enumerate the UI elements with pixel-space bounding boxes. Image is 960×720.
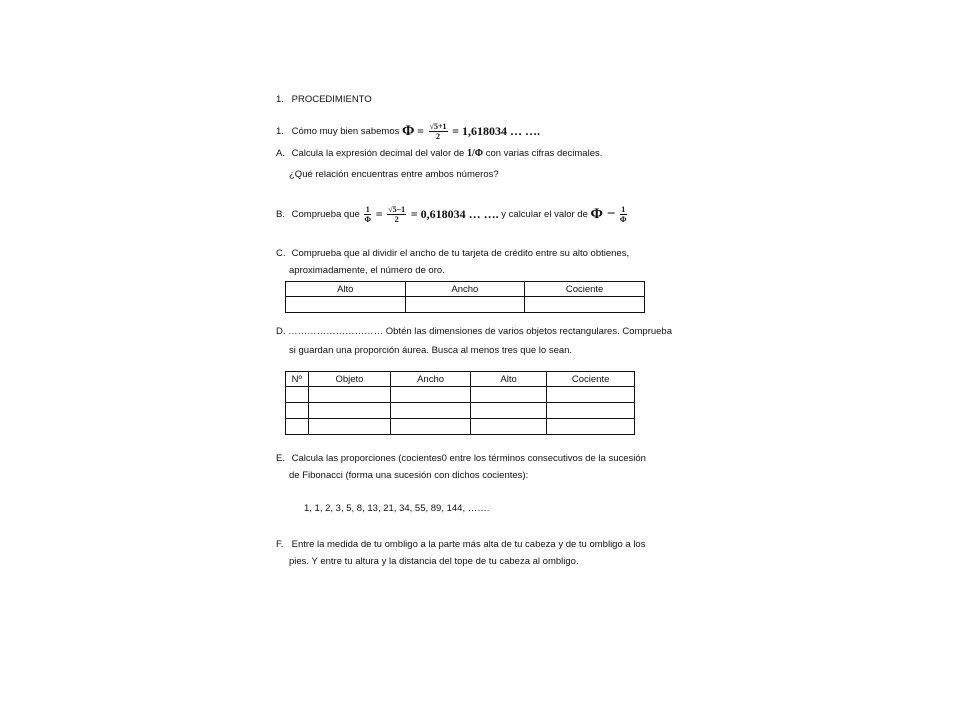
item-e-text-1: Calcula las proporciones (cocientes0 entre los términos consecutivos de la sucesión — [291, 453, 646, 464]
table-cell[interactable] — [308, 419, 391, 435]
item-f-text-1: Entre la medida de tu ombligo a la parte más alta de tu cabeza y de tu ombligo a los — [291, 539, 646, 550]
table-cell[interactable] — [308, 403, 391, 419]
credit-card-table — [285, 281, 645, 313]
table-header-row — [286, 282, 645, 297]
table-cell[interactable] — [286, 403, 309, 419]
equals-sign: = — [417, 124, 424, 138]
item-c-line-1 — [276, 248, 629, 259]
fraction-numerator: 1 — [365, 205, 370, 214]
table-cell[interactable] — [286, 297, 406, 313]
item-a-text-2: con varias cifras decimales. — [485, 148, 603, 160]
table-cell[interactable] — [405, 297, 525, 313]
item-b — [276, 205, 629, 224]
header-ancho: Ancho — [405, 282, 525, 297]
item-1-text: Cómo muy bien sabemos — [291, 126, 400, 138]
phi-minus: Φ − — [590, 206, 616, 222]
golden-ratio-value: = 1,618034 … …. — [452, 124, 540, 138]
table-cell[interactable] — [308, 387, 391, 403]
table-cell[interactable] — [286, 387, 309, 403]
item-c-number: C. — [276, 248, 286, 259]
item-a-line-1 — [276, 148, 602, 159]
conjugate-fraction — [387, 205, 406, 224]
item-1-number: 1. — [276, 126, 284, 138]
table-cell[interactable] — [470, 387, 546, 403]
table-cell[interactable] — [470, 419, 546, 435]
fraction-numerator: 1 — [621, 205, 626, 214]
fibonacci-sequence: 1, 1, 2, 3, 5, 8, 13, 21, 34, 55, 89, 144, ……. — [304, 503, 490, 514]
header-cociente: Cociente — [525, 282, 645, 297]
item-f-line-1 — [276, 539, 645, 550]
conjugate-value: = 0,618034 … …. — [410, 207, 499, 221]
inverse-phi: 1/Φ — [466, 148, 484, 159]
item-b-number: B. — [276, 209, 285, 221]
item-a-text-1: Calcula la expresión decimal del valor de — [291, 148, 465, 160]
item-c-line-2: aproximadamente, el número de oro. — [289, 265, 445, 276]
objects-table — [285, 371, 635, 435]
header-number: Nº — [286, 372, 309, 387]
item-a-number: A. — [276, 148, 285, 160]
fraction-denominator: Φ — [619, 215, 627, 224]
item-d-line-2: si guardan una proporción áurea. Busca al menos tres que lo sean. — [289, 345, 573, 356]
table-cell[interactable] — [547, 403, 635, 419]
header-alto: Alto — [286, 282, 406, 297]
item-e-line-2: de Fibonacci (forma una sucesión con dichos cocientes): — [289, 470, 529, 481]
fraction-denominator: Φ — [364, 215, 372, 224]
equals-sign: = — [375, 207, 383, 221]
item-f-number: F. — [276, 539, 284, 550]
phi-symbol: Φ — [402, 123, 415, 139]
table-cell[interactable] — [525, 297, 645, 313]
table-cell[interactable] — [470, 403, 546, 419]
item-e-line-1 — [276, 453, 646, 464]
table-cell[interactable] — [391, 403, 471, 419]
table-cell[interactable] — [391, 387, 471, 403]
item-a-line-2: ¿Qué relación encuentras entre ambos números? — [289, 169, 499, 180]
section-heading — [276, 94, 372, 105]
heading-text: PROCEDIMIENTO — [291, 94, 372, 105]
item-f-line-2: pies. Y entre tu altura y la distancia del tope de tu cabeza al ombligo. — [289, 556, 579, 567]
fraction-denominator: 2 — [394, 215, 399, 224]
one-over-phi-fraction — [364, 205, 371, 224]
item-b-text-1: Comprueba que — [291, 209, 360, 221]
header-ancho: Ancho — [391, 372, 471, 387]
header-cociente: Cociente — [547, 372, 635, 387]
item-c-text-1: Comprueba que al dividir el ancho de tu tarjeta de crédito entre su alto obtienes, — [291, 248, 630, 259]
item-d-line-1: D. ………………………… Obtén las dimensiones de varios objetos rectangulares. Comprueba — [276, 326, 672, 337]
table-cell[interactable] — [547, 387, 635, 403]
fraction-numerator: √5+1 — [429, 122, 447, 131]
table-row — [286, 419, 635, 435]
table-header-row — [286, 372, 635, 387]
header-alto: Alto — [470, 372, 546, 387]
table-row — [286, 297, 645, 313]
header-objeto: Objeto — [308, 372, 391, 387]
one-over-phi-fraction-2 — [620, 205, 627, 224]
table-row — [286, 387, 635, 403]
item-b-text-2: y calcular el valor de — [501, 209, 588, 221]
table-cell[interactable] — [547, 419, 635, 435]
heading-number: 1. — [276, 94, 284, 105]
table-cell[interactable] — [391, 419, 471, 435]
fraction-numerator: √5−1 — [388, 205, 406, 214]
golden-ratio-fraction — [429, 122, 448, 141]
fraction-denominator: 2 — [436, 132, 441, 141]
table-cell[interactable] — [286, 419, 309, 435]
item-e-number: E. — [276, 453, 285, 464]
item-1 — [276, 122, 540, 141]
table-row — [286, 403, 635, 419]
